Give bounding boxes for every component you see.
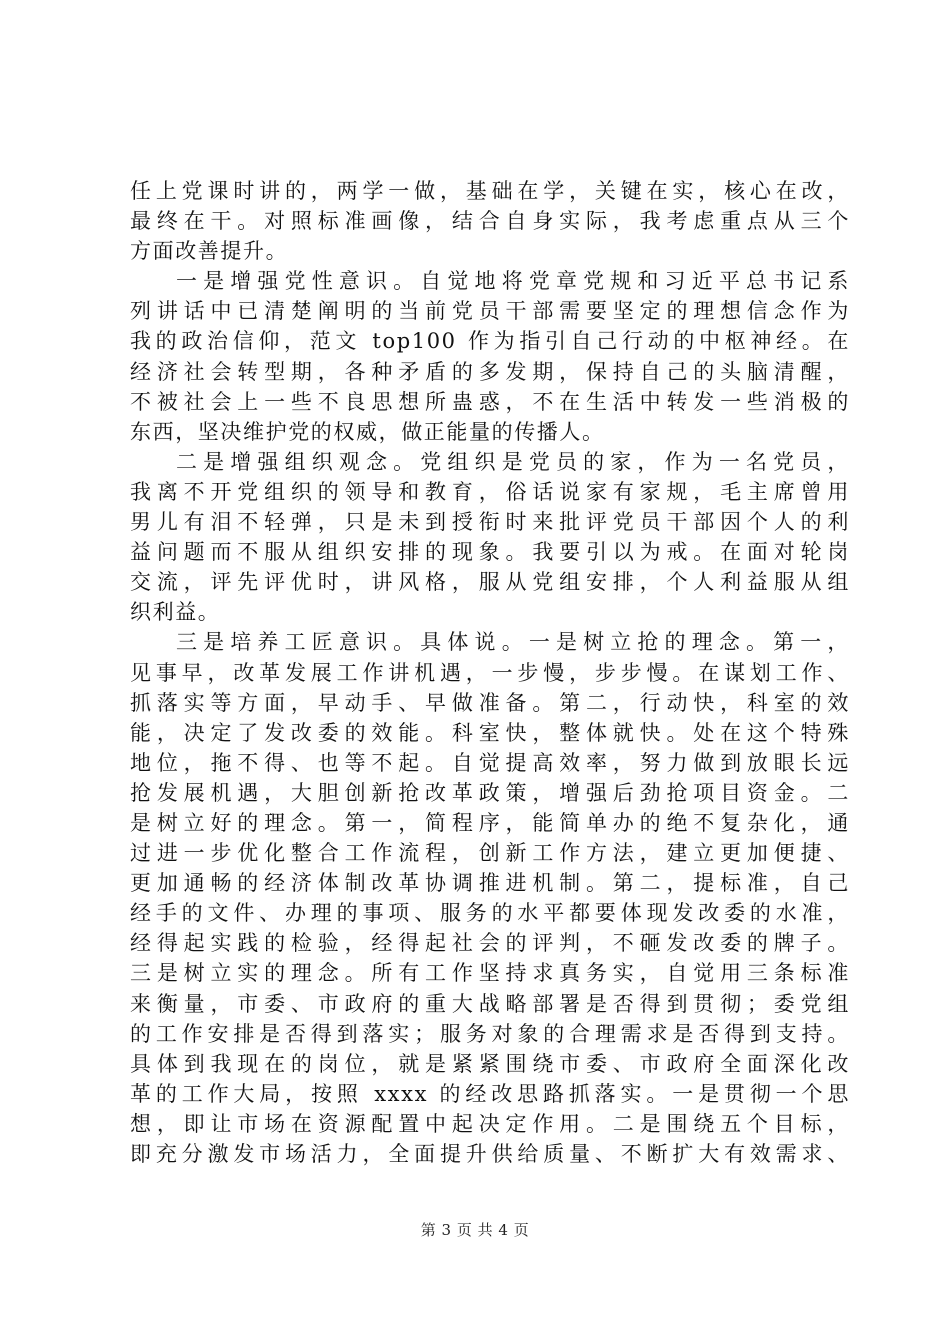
text-line: 来衡量，市委、市政府的重大战略部署是否得到贯彻；委党组 xyxy=(130,991,850,1016)
text-line: 能，决定了发改委的效能。科室快，整体就快。处在这个特殊 xyxy=(130,720,850,745)
text-line: 三是树立实的理念。所有工作坚持求真务实，自觉用三条标准 xyxy=(130,961,850,986)
text-line: 抢发展机遇，大胆创新抢改革政策，增强后劲抢项目资金。二 xyxy=(130,780,850,805)
text-line: 织利益。 xyxy=(130,600,221,625)
text-line: 二是增强组织观念。党组织是党员的家，作为一名党员， xyxy=(176,449,850,474)
text-line: 是树立好的理念。第一，简程序，能简单办的绝不复杂化，通 xyxy=(130,810,850,835)
text-line: 男儿有泪不轻弹，只是未到授衔时来批评党员干部因个人的利 xyxy=(130,510,850,535)
text-line: 具体到我现在的岗位，就是紧紧围绕市委、市政府全面深化改 xyxy=(130,1051,850,1076)
text-line: 更加通畅的经济体制改革协调推进机制。第二，提标准，自己 xyxy=(130,871,850,896)
text-line: 想，即让市场在资源配置中起决定作用。二是围绕五个目标， xyxy=(130,1111,850,1136)
text-line: 过进一步优化整合工作流程，创新工作方法，建立更加便捷、 xyxy=(130,841,850,866)
text-line: 经济社会转型期，各种矛盾的多发期，保持自己的头脑清醒， xyxy=(130,359,850,384)
text-line: 经得起实践的检验，经得起社会的评判，不砸发改委的牌子。 xyxy=(130,931,850,956)
text-line: 方面改善提升。 xyxy=(130,239,289,264)
text-line: 见事早，改革发展工作讲机遇，一步慢，步步慢。在谋划工作、 xyxy=(130,660,850,685)
text-line: 我离不开党组织的领导和教育，俗话说家有家规，毛主席曾用 xyxy=(130,479,850,504)
text-line: 经手的文件、办理的事项、服务的水平都要体现发改委的水准， xyxy=(130,901,850,926)
text-line: 的工作安排是否得到落实；服务对象的合理需求是否得到支持。 xyxy=(130,1021,850,1046)
text-line: 益问题而不服从组织安排的现象。我要引以为戒。在面对轮岗 xyxy=(130,540,850,565)
text-line: 交流，评先评优时，讲风格，服从党组安排，个人利益服从组 xyxy=(130,570,850,595)
text-line: 我的政治信仰，范文 top100 作为指引自己行动的中枢神经。在 xyxy=(130,329,850,354)
text-line: 东西，坚决维护党的权威，做正能量的传播人。 xyxy=(130,419,605,444)
text-line: 革的工作大局，按照 xxxx 的经改思路抓落实。一是贯彻一个思 xyxy=(130,1081,850,1106)
text-line: 即充分激发市场活力，全面提升供给质量、不断扩大有效需求、 xyxy=(130,1142,850,1166)
text-line: 最终在干。对照标准画像，结合自身实际，我考虑重点从三个 xyxy=(130,209,850,234)
text-line: 一是增强党性意识。自觉地将党章党规和习近平总书记系 xyxy=(176,269,850,294)
document-body xyxy=(130,176,850,1169)
text-line: 列讲话中已清楚阐明的当前党员干部需要坚定的理想信念作为 xyxy=(130,299,850,324)
text-line: 三是培养工匠意识。具体说。一是树立抢的理念。第一， xyxy=(176,630,850,655)
page-footer xyxy=(0,1219,950,1240)
text-line: 不被社会上一些不良思想所蛊惑，不在生活中转发一些消极的 xyxy=(130,389,850,414)
text-line: 抓落实等方面，早动手、早做准备。第二，行动快，科室的效 xyxy=(130,690,850,715)
text-line: 任上党课时讲的，两学一做，基础在学，关键在实，核心在改， xyxy=(130,179,850,203)
page-number: 第 3 页 共 4 页 xyxy=(420,1221,530,1239)
text-line: 地位，拖不得、也等不起。自觉提高效率，努力做到放眼长远 xyxy=(130,750,850,775)
